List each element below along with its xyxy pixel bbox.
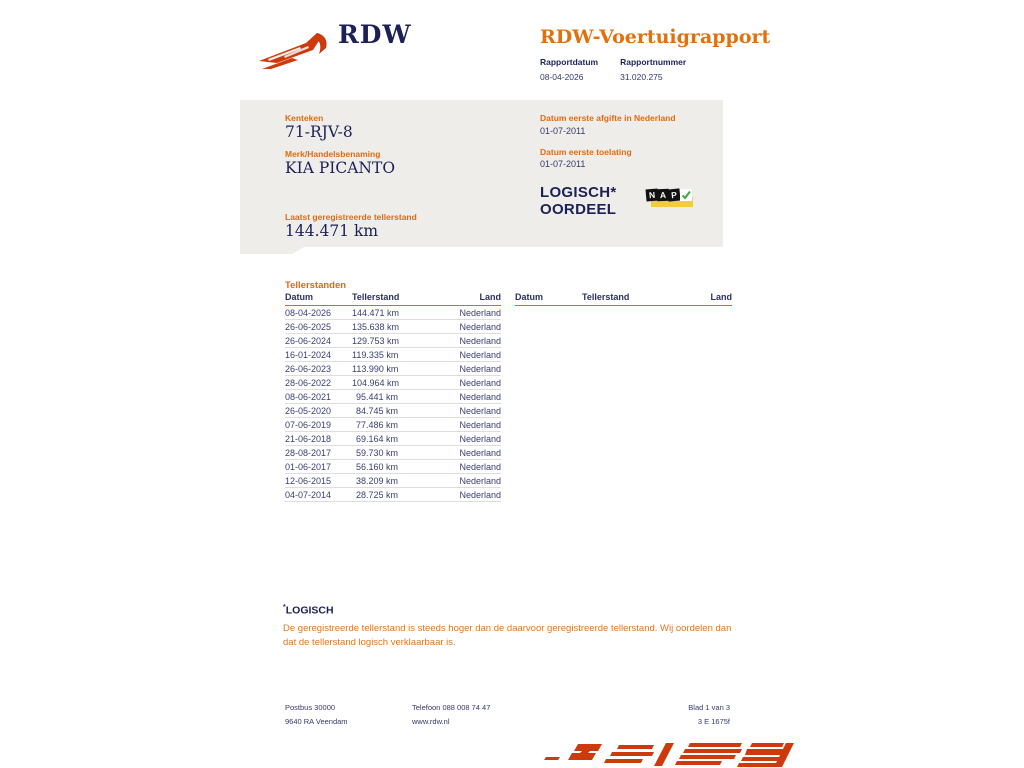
report-number-value: 31.020.275 — [620, 72, 663, 82]
report-number-group — [620, 57, 686, 82]
report-date-value: 08-04-2026 — [540, 72, 584, 82]
footer-form-code: 3 E 1675f — [697, 717, 730, 726]
col-header-datum: Datum — [515, 292, 582, 306]
cell-datum: 26-06-2024 — [285, 334, 352, 348]
cell-datum: 28-08-2017 — [285, 446, 352, 460]
tellerstand-label: Laatst geregistreerde tellerstand — [285, 212, 417, 222]
cell-datum: 08-04-2026 — [285, 306, 352, 320]
cell-land: Nederland — [398, 488, 501, 502]
cell-land: Nederland — [398, 404, 501, 418]
table-row — [285, 348, 501, 362]
report-date-group — [540, 57, 598, 82]
table-row — [285, 418, 501, 432]
cell-land: Nederland — [398, 432, 501, 446]
cell-tellerstand: 95.441 km — [352, 390, 398, 404]
col-header-tellerstand: Tellerstand — [582, 292, 628, 306]
footnote-body: De geregistreerde tellerstand is steeds hoger dan de daarvoor geregistreerde tellerstand. Wij oordelen dan dat de tellerstand logisch verklaarbaar is. — [283, 622, 732, 648]
cell-tellerstand: 28.725 km — [352, 488, 398, 502]
col-header-datum: Datum — [285, 292, 352, 306]
cell-datum: 07-06-2019 — [285, 418, 352, 432]
cell-tellerstand: 56.160 km — [352, 460, 398, 474]
rdw-bird-logo-icon — [256, 26, 334, 70]
afgifte-label: Datum eerste afgifte in Nederland — [540, 113, 676, 123]
rdw-wordmark: RDW — [338, 20, 412, 49]
nap-check-icon — [680, 189, 692, 201]
footer-contact — [412, 701, 490, 729]
document-title: RDW-Voertuigrapport — [540, 26, 771, 48]
nap-letter-p: P — [667, 188, 680, 201]
cell-tellerstand: 119.335 km — [352, 349, 399, 360]
cell-datum: 01-06-2017 — [285, 460, 352, 474]
table-row — [285, 474, 501, 488]
tellerstand-value: 144.471 km — [285, 222, 379, 240]
cell-land: Nederland — [398, 460, 501, 474]
cell-land: Nederland — [398, 348, 501, 362]
kenteken-value: 71-RJV-8 — [285, 123, 353, 141]
cell-datum: 21-06-2018 — [285, 432, 352, 446]
cell-tellerstand: 135.638 km — [352, 321, 400, 332]
oordeel-line1: LOGISCH* — [540, 184, 617, 201]
cell-tellerstand: 59.730 km — [352, 446, 398, 460]
col-header-land: Land — [398, 292, 501, 306]
cell-datum: 16-01-2024 — [285, 348, 352, 362]
cell-datum: 12-06-2015 — [285, 474, 352, 488]
table-row — [285, 446, 501, 460]
rdw-stripes-graphic-icon — [544, 741, 794, 768]
kenteken-label: Kenteken — [285, 113, 324, 123]
asterisk-marker: * — [283, 604, 286, 611]
table-row — [285, 432, 501, 446]
merk-label: Merk/Handelsbenaming — [285, 149, 381, 159]
table-row — [285, 488, 501, 502]
footnote-title — [283, 604, 733, 617]
cell-land: Nederland — [398, 334, 501, 348]
merk-value: KIA PICANTO — [285, 159, 396, 177]
cell-datum: 26-06-2025 — [285, 320, 352, 334]
footnote-title-text: LOGISCH — [285, 604, 334, 617]
table-row — [285, 404, 501, 418]
cell-land: Nederland — [398, 418, 501, 432]
tellerstanden-table-left — [285, 292, 501, 502]
col-header-land: Land — [628, 292, 732, 306]
col-header-tellerstand: Tellerstand — [352, 292, 398, 306]
logisch-footnote — [283, 604, 733, 650]
cell-tellerstand: 129.753 km — [352, 335, 400, 346]
cell-land: Nederland — [398, 376, 501, 390]
cell-datum: 26-05-2020 — [285, 404, 352, 418]
toelating-value: 01-07-2011 — [540, 159, 586, 169]
report-meta — [540, 57, 686, 82]
cell-tellerstand: 69.164 km — [352, 432, 398, 446]
cell-tellerstand: 113.990 km — [352, 363, 399, 374]
footer-page-info — [600, 701, 730, 729]
toelating-label: Datum eerste toelating — [540, 147, 632, 157]
cell-land: Nederland — [398, 362, 501, 376]
table-row — [285, 334, 501, 348]
cell-tellerstand: 77.486 km — [352, 418, 398, 432]
cell-land: Nederland — [398, 474, 501, 488]
cell-land: Nederland — [398, 390, 501, 404]
table-header-row — [285, 292, 501, 306]
cell-datum: 08-06-2021 — [285, 390, 352, 404]
vehicle-info-panel — [240, 100, 723, 247]
table-row — [285, 376, 501, 390]
tellerstanden-table-right — [515, 292, 732, 502]
cell-datum: 04-07-2014 — [285, 488, 352, 502]
cell-land: Nederland — [398, 446, 501, 460]
cell-tellerstand: 38.209 km — [352, 474, 398, 488]
nap-logo — [646, 186, 696, 210]
cell-tellerstand: 144.471 km — [352, 307, 400, 318]
footer-address-line2: 9640 RA Veendam — [285, 717, 348, 726]
report-date-label: Rapportdatum — [540, 57, 599, 67]
table-row — [285, 390, 501, 404]
table-row — [285, 460, 501, 474]
cell-land: Nederland — [398, 320, 501, 334]
oordeel-line2: OORDEEL — [540, 201, 617, 218]
cell-datum: 26-06-2023 — [285, 362, 352, 376]
footer-address-line1: Postbus 30000 — [285, 703, 336, 712]
nap-letter-n: N — [645, 188, 658, 201]
cell-tellerstand: 104.964 km — [352, 377, 400, 388]
footer-website-link[interactable]: www.rdw.nl — [412, 717, 450, 726]
footer-page-number: Blad 1 van 3 — [688, 703, 730, 712]
table-row — [285, 320, 501, 334]
tellerstanden-tables — [285, 292, 732, 502]
table-header-row — [515, 292, 732, 306]
afgifte-value: 01-07-2011 — [540, 126, 586, 136]
nap-letter-a: A — [657, 189, 669, 201]
footer-phone: Telefoon 088 008 74 47 — [412, 703, 491, 712]
report-number-label: Rapportnummer — [620, 57, 687, 67]
table-row — [285, 306, 501, 320]
table-row — [285, 362, 501, 376]
cell-land: Nederland — [398, 306, 501, 320]
footer-address — [285, 701, 348, 729]
cell-tellerstand: 84.745 km — [352, 404, 398, 418]
cell-datum: 28-06-2022 — [285, 376, 352, 390]
tellerstanden-heading: Tellerstanden — [285, 280, 347, 291]
oordeel-text — [540, 184, 617, 218]
